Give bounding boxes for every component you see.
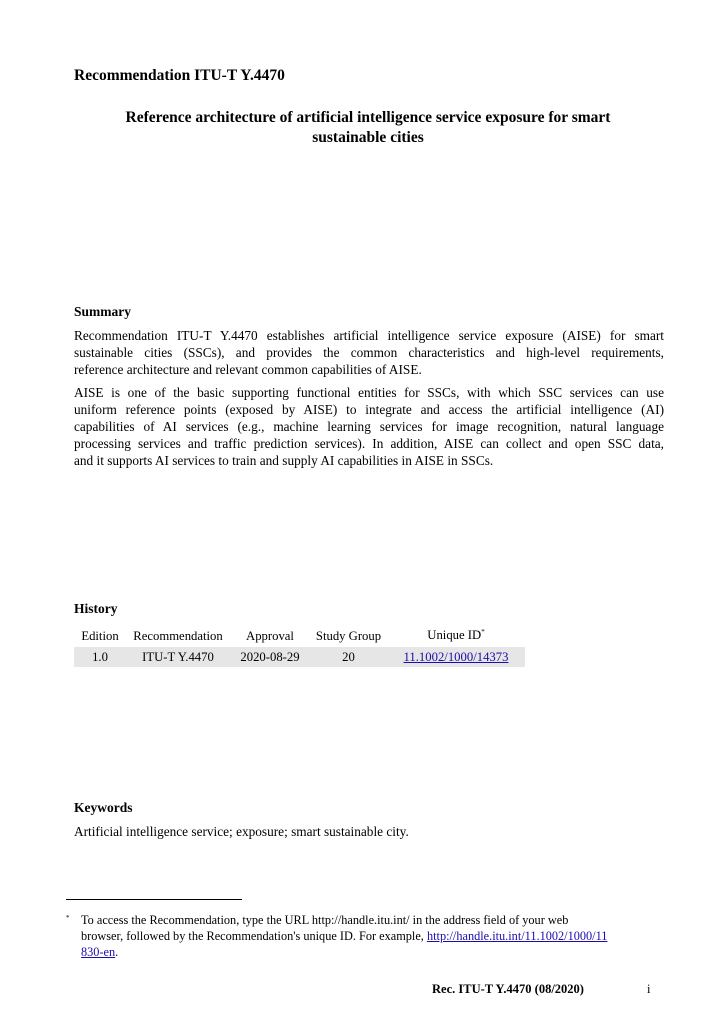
footnote-divider bbox=[66, 899, 242, 900]
col-header-study-group: Study Group bbox=[315, 628, 382, 643]
summary-p2-line: AISE is one of the basic supporting functional entities for SSCs, with which SSC services can use bbox=[74, 385, 664, 400]
summary-p2-line: capabilities of AI services (e.g., machine learning services for image recognition, natural language bbox=[74, 419, 664, 434]
footnote-marker: * bbox=[66, 914, 70, 922]
footnote-line-2 bbox=[81, 928, 666, 944]
cell-edition: 1.0 bbox=[74, 647, 126, 667]
summary-p2-line: and it supports AI services to train and supply AI capabilities in AISE in SSCs. bbox=[74, 453, 494, 468]
col-header-approval: Approval bbox=[246, 628, 294, 643]
footnote-period: . bbox=[115, 945, 119, 959]
summary-p1-line: Recommendation ITU-T Y.4470 establishes artificial intelligence service exposure (AISE) for smart bbox=[74, 328, 664, 343]
history-header-row bbox=[74, 625, 525, 647]
summary-paragraph-2 bbox=[74, 384, 664, 469]
footer-reference: Rec. ITU-T Y.4470 (08/2020) bbox=[432, 982, 584, 996]
keywords-text: Artificial intelligence service; exposure; smart sustainable city. bbox=[74, 824, 409, 839]
page-number: i bbox=[647, 982, 651, 996]
footnote-line-1: To access the Recommendation, type the URL http://handle.itu.int/ in the address field of your web bbox=[81, 913, 569, 927]
col-header-edition: Edition bbox=[81, 628, 119, 643]
subtitle-line-2: sustainable cities bbox=[312, 129, 424, 146]
cell-approval: 2020-08-29 bbox=[230, 647, 310, 667]
footnote-line-2-text: browser, followed by the Recommendation's unique ID. For example, bbox=[81, 929, 427, 943]
document-title: Recommendation ITU-T Y.4470 bbox=[74, 67, 285, 84]
history-heading: History bbox=[74, 601, 118, 616]
subtitle-line-1: Reference architecture of artificial intelligence service exposure for smart bbox=[125, 109, 611, 126]
cell-recommendation: ITU-T Y.4470 bbox=[126, 647, 230, 667]
summary-p2-line: processing services and traffic prediction services). In addition, AISE can collect and open SSC data, bbox=[74, 436, 664, 451]
footnote-line-3 bbox=[81, 944, 666, 960]
example-link[interactable]: http://handle.itu.int/11.1002/1000/11 bbox=[426, 929, 608, 943]
unique-id-link[interactable]: 11.1002/1000/14373 bbox=[403, 649, 509, 664]
summary-heading: Summary bbox=[74, 304, 131, 319]
history-table bbox=[74, 625, 525, 667]
document-subtitle bbox=[74, 108, 662, 148]
col-header-recommendation: Recommendation bbox=[133, 628, 223, 643]
summary-p1-line: sustainable cities (SSCs), and provides the common characteristics and high-level requirements, bbox=[74, 345, 664, 360]
unique-id-footnote-marker: * bbox=[481, 628, 485, 637]
keywords-heading: Keywords bbox=[74, 800, 133, 815]
unique-id-label: Unique ID bbox=[427, 628, 482, 643]
summary-paragraph-1 bbox=[74, 327, 664, 378]
footnote bbox=[66, 912, 666, 960]
cell-unique-id bbox=[387, 647, 525, 667]
summary-p2-line: uniform reference points (exposed by AISE) to integrate and access the artificial intelligence (AI) bbox=[74, 402, 664, 417]
col-header-unique-id bbox=[387, 625, 525, 647]
summary-p1-line: reference architecture and relevant common capabilities of AISE. bbox=[74, 362, 422, 377]
example-link-continued[interactable]: 830-en bbox=[81, 945, 116, 959]
cell-study-group: 20 bbox=[310, 647, 387, 667]
table-row bbox=[74, 647, 525, 667]
